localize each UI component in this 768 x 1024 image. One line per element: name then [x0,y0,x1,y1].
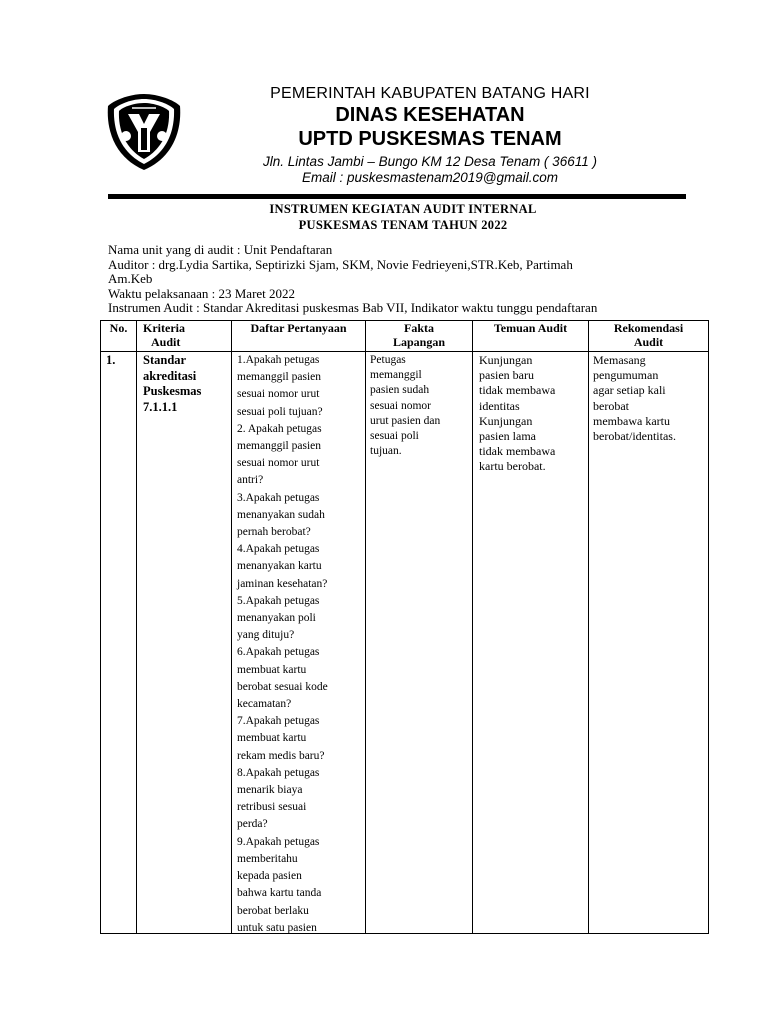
question-line: sesuai nomor urut [237,457,320,470]
question-line: memberitahu [237,852,298,865]
question-line: menarik biaya [237,784,303,797]
government-name: PEMERINTAH KABUPATEN BATANG HARI [270,85,590,102]
question-line: 8.Apakah petugas [237,766,320,779]
question-line: berobat berlaku [237,904,309,917]
audit-date: Waktu pelaksanaan : 23 Maret 2022 [108,285,296,301]
recommendation-line: membawa kartu [593,413,670,428]
header-no: No. [109,321,128,335]
fact-line: memanggil [370,369,422,382]
finding-line: kartu berobat. [479,459,546,474]
letterhead [195,84,665,186]
question-line: berobat sesuai kode [237,680,328,693]
header-temuan-audit: Temuan Audit [493,321,568,335]
email-line: Email : puskesmastenam2019@gmail.com [301,170,559,185]
finding-line: tidak membawa [479,383,556,398]
finding-line: tidak membawa [479,444,556,459]
audit-table [100,320,709,934]
finding-line: pasien baru [479,368,534,383]
audit-unit: Nama unit yang di audit : Unit Pendaftaran [108,242,333,257]
question-line: memanggil pasien [237,440,321,453]
question-line: sesuai nomor urut [237,388,320,401]
finding-line: identitas [479,398,520,413]
fact-line: pasien sudah [370,384,430,397]
criteria-line: Puskesmas [143,384,202,398]
question-line: 6.Apakah petugas [237,646,320,659]
finding-line: Kunjungan [479,353,533,367]
question-line: pernah berobat? [237,526,311,539]
question-line: menanyakan sudah [237,508,325,521]
unit-name: UPTD PUSKESMAS TENAM [298,128,562,150]
finding-line: Kunjungan [479,413,533,428]
table-border-left [100,320,101,934]
recommendation-line: Memasang [593,353,646,367]
auditor-list: Auditor : drg.Lydia Sartika, Septirizki Sjam, SKM, Novie Fedrieyeni,STR.Keb, Partimah [108,256,573,272]
header-fakta-lapangan: Fakta Lapangan [392,321,446,349]
document-title [108,201,698,233]
question-line: untuk satu pasien [237,921,317,934]
question-line: 3.Apakah petugas [237,491,320,504]
question-line: kepada pasien [237,870,302,883]
col-divider [365,320,366,934]
findings-cell [479,353,584,475]
question-line: 1.Apakah petugas [237,354,320,366]
table-border-bottom [100,933,709,934]
col-divider [136,320,137,934]
audit-info [108,243,698,316]
criteria-cell [143,353,228,415]
recommendation-line: berobat/identitas. [593,429,676,444]
recommendation-line: berobat [593,398,629,413]
row-number: 1. [106,353,116,367]
criteria-line: akreditasi [143,368,197,383]
question-line: jaminan kesehatan? [237,577,328,590]
col-divider [231,320,232,934]
question-line: antri? [237,474,264,487]
regency-emblem-icon [106,92,182,172]
field-facts-cell [370,353,465,459]
title-line-2: PUSKESMAS TENAM TAHUN 2022 [298,218,508,232]
question-line: kecamatan? [237,698,292,711]
question-line: 2. Apakah petugas [237,422,322,435]
table-border-right [708,320,709,934]
title-line-1: INSTRUMEN KEGIATAN AUDIT INTERNAL [269,202,537,216]
col-divider [588,320,589,934]
address-line: Jln. Lintas Jambi – Bungo KM 12 Desa Tenam ( 36611 ) [263,154,597,169]
fact-line: urut pasien dan [370,414,441,427]
question-line: membuat kartu [237,663,307,676]
recommendation-line: agar setiap kali [593,383,666,398]
fact-line: sesuai poli [370,430,419,443]
fact-line: tujuan. [370,445,402,458]
question-line: 9.Apakah petugas [237,835,320,848]
question-line: 4.Apakah petugas [237,543,320,556]
header-rekomendasi: Rekomendasi Audit [613,321,684,349]
fact-line: sesuai nomor [370,399,432,412]
question-line: menanyakan poli [237,612,316,625]
agency-name: DINAS KESEHATAN [335,104,525,126]
criteria-line: 7.1.1.1 [143,399,178,414]
audit-instrument: Instrumen Audit : Standar Akreditasi puskesmas Bab VII, Indikator waktu tunggu pendaftaran [108,300,598,316]
header-daftar-pertanyaan: Daftar Pertanyaan [250,321,347,335]
criteria-line: Standar [143,353,187,367]
question-line: 7.Apakah petugas [237,715,320,728]
question-line: retribusi sesuai [237,801,307,814]
question-line: rekam medis baru? [237,749,325,762]
question-line: yang dituju? [237,629,295,642]
table-header-divider [100,351,709,352]
letterhead-divider [108,194,686,199]
question-line: memanggil pasien [237,371,321,384]
fact-line: Petugas [370,354,406,366]
question-line: perda? [237,818,268,831]
questions-cell [237,352,365,937]
auditor-list-cont: Am.Keb [108,271,153,287]
col-divider [472,320,473,934]
question-line: 5.Apakah petugas [237,594,320,607]
question-line: sesuai poli tujuan? [237,405,323,418]
question-line: membuat kartu [237,732,307,745]
finding-line: pasien lama [479,429,536,444]
header-kriteria: Kriteria Audit [143,321,185,349]
question-line: menanyakan kartu [237,560,322,573]
question-line: bahwa kartu tanda [237,887,322,900]
recommendation-cell [593,353,705,444]
recommendation-line: pengumuman [593,368,659,383]
